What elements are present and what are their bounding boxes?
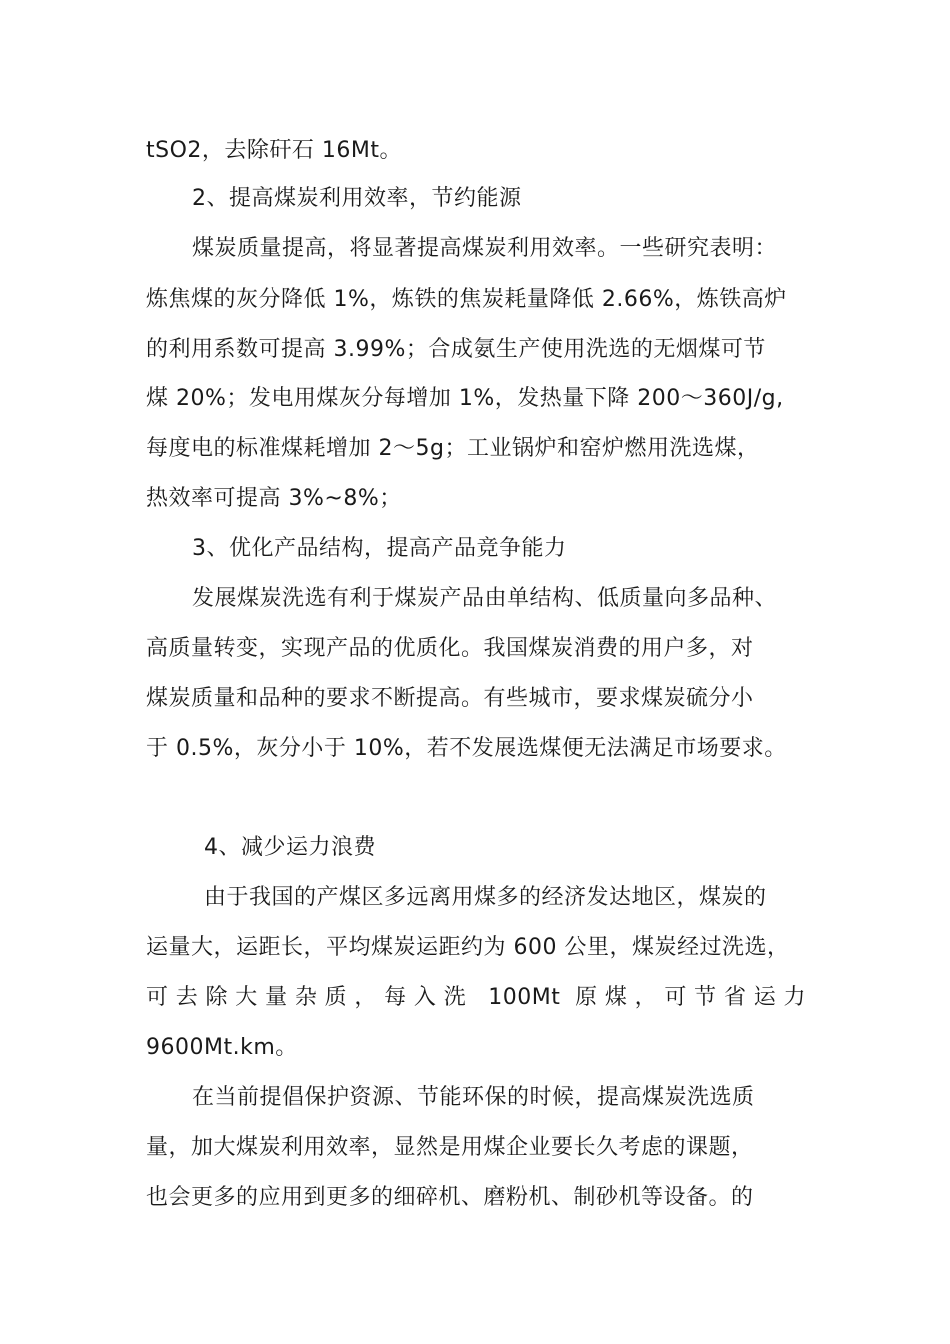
text-line: 运量大，运距长，平均煤炭运距约为 600 公里，煤炭经过洗选，	[146, 935, 790, 960]
text-line: 热效率可提高 3%~8%；	[146, 486, 402, 511]
text-line: 量，加大煤炭利用效率，显然是用煤企业要长久考虑的课题，	[146, 1135, 754, 1160]
text-line: 每度电的标准煤耗增加 2～5g；工业锅炉和窑炉燃用洗选煤，	[146, 436, 760, 461]
section-heading: 3、优化产品结构，提高产品竞争能力	[192, 536, 567, 561]
text-line: 的利用系数可提高 3.99%；合成氨生产使用洗选的无烟煤可节	[146, 337, 766, 362]
text-line: 也会更多的应用到更多的细碎机、磨粉机、制砂机等设备。的	[146, 1185, 754, 1210]
section-heading: 4、减少运力浪费	[204, 835, 376, 860]
text-line: 煤 20%；发电用煤灰分每增加 1%，发热量下降 200～360J/g,	[146, 386, 784, 411]
text-line: 可去除大量杂质，每入洗 100Mt 原煤，可节省运力	[146, 985, 806, 1010]
text-line: 高质量转变，实现产品的优质化。我国煤炭消费的用户多，对	[146, 636, 754, 661]
text-line: 9600Mt.km。	[146, 1035, 298, 1060]
text-line: 在当前提倡保护资源、节能环保的时候，提高煤炭洗选质	[192, 1085, 755, 1110]
text-line: tSO2，去除矸石 16Mt。	[146, 138, 402, 163]
text-line: 于 0.5%，灰分小于 10%，若不发展选煤便无法满足市场要求。	[146, 736, 787, 761]
section-heading: 2、提高煤炭利用效率，节约能源	[192, 186, 522, 211]
text-line: 煤炭质量和品种的要求不断提高。有些城市，要求煤炭硫分小	[146, 686, 754, 711]
text-line: 由于我国的产煤区多远离用煤多的经济发达地区，煤炭的	[204, 885, 767, 910]
text-line: 炼焦煤的灰分降低 1%，炼铁的焦炭耗量降低 2.66%，炼铁高炉	[146, 287, 787, 312]
text-line: 煤炭质量提高，将显著提高煤炭利用效率。一些研究表明：	[192, 236, 778, 261]
text-line: 发展煤炭洗选有利于煤炭产品由单结构、低质量向多品种、	[192, 586, 778, 611]
